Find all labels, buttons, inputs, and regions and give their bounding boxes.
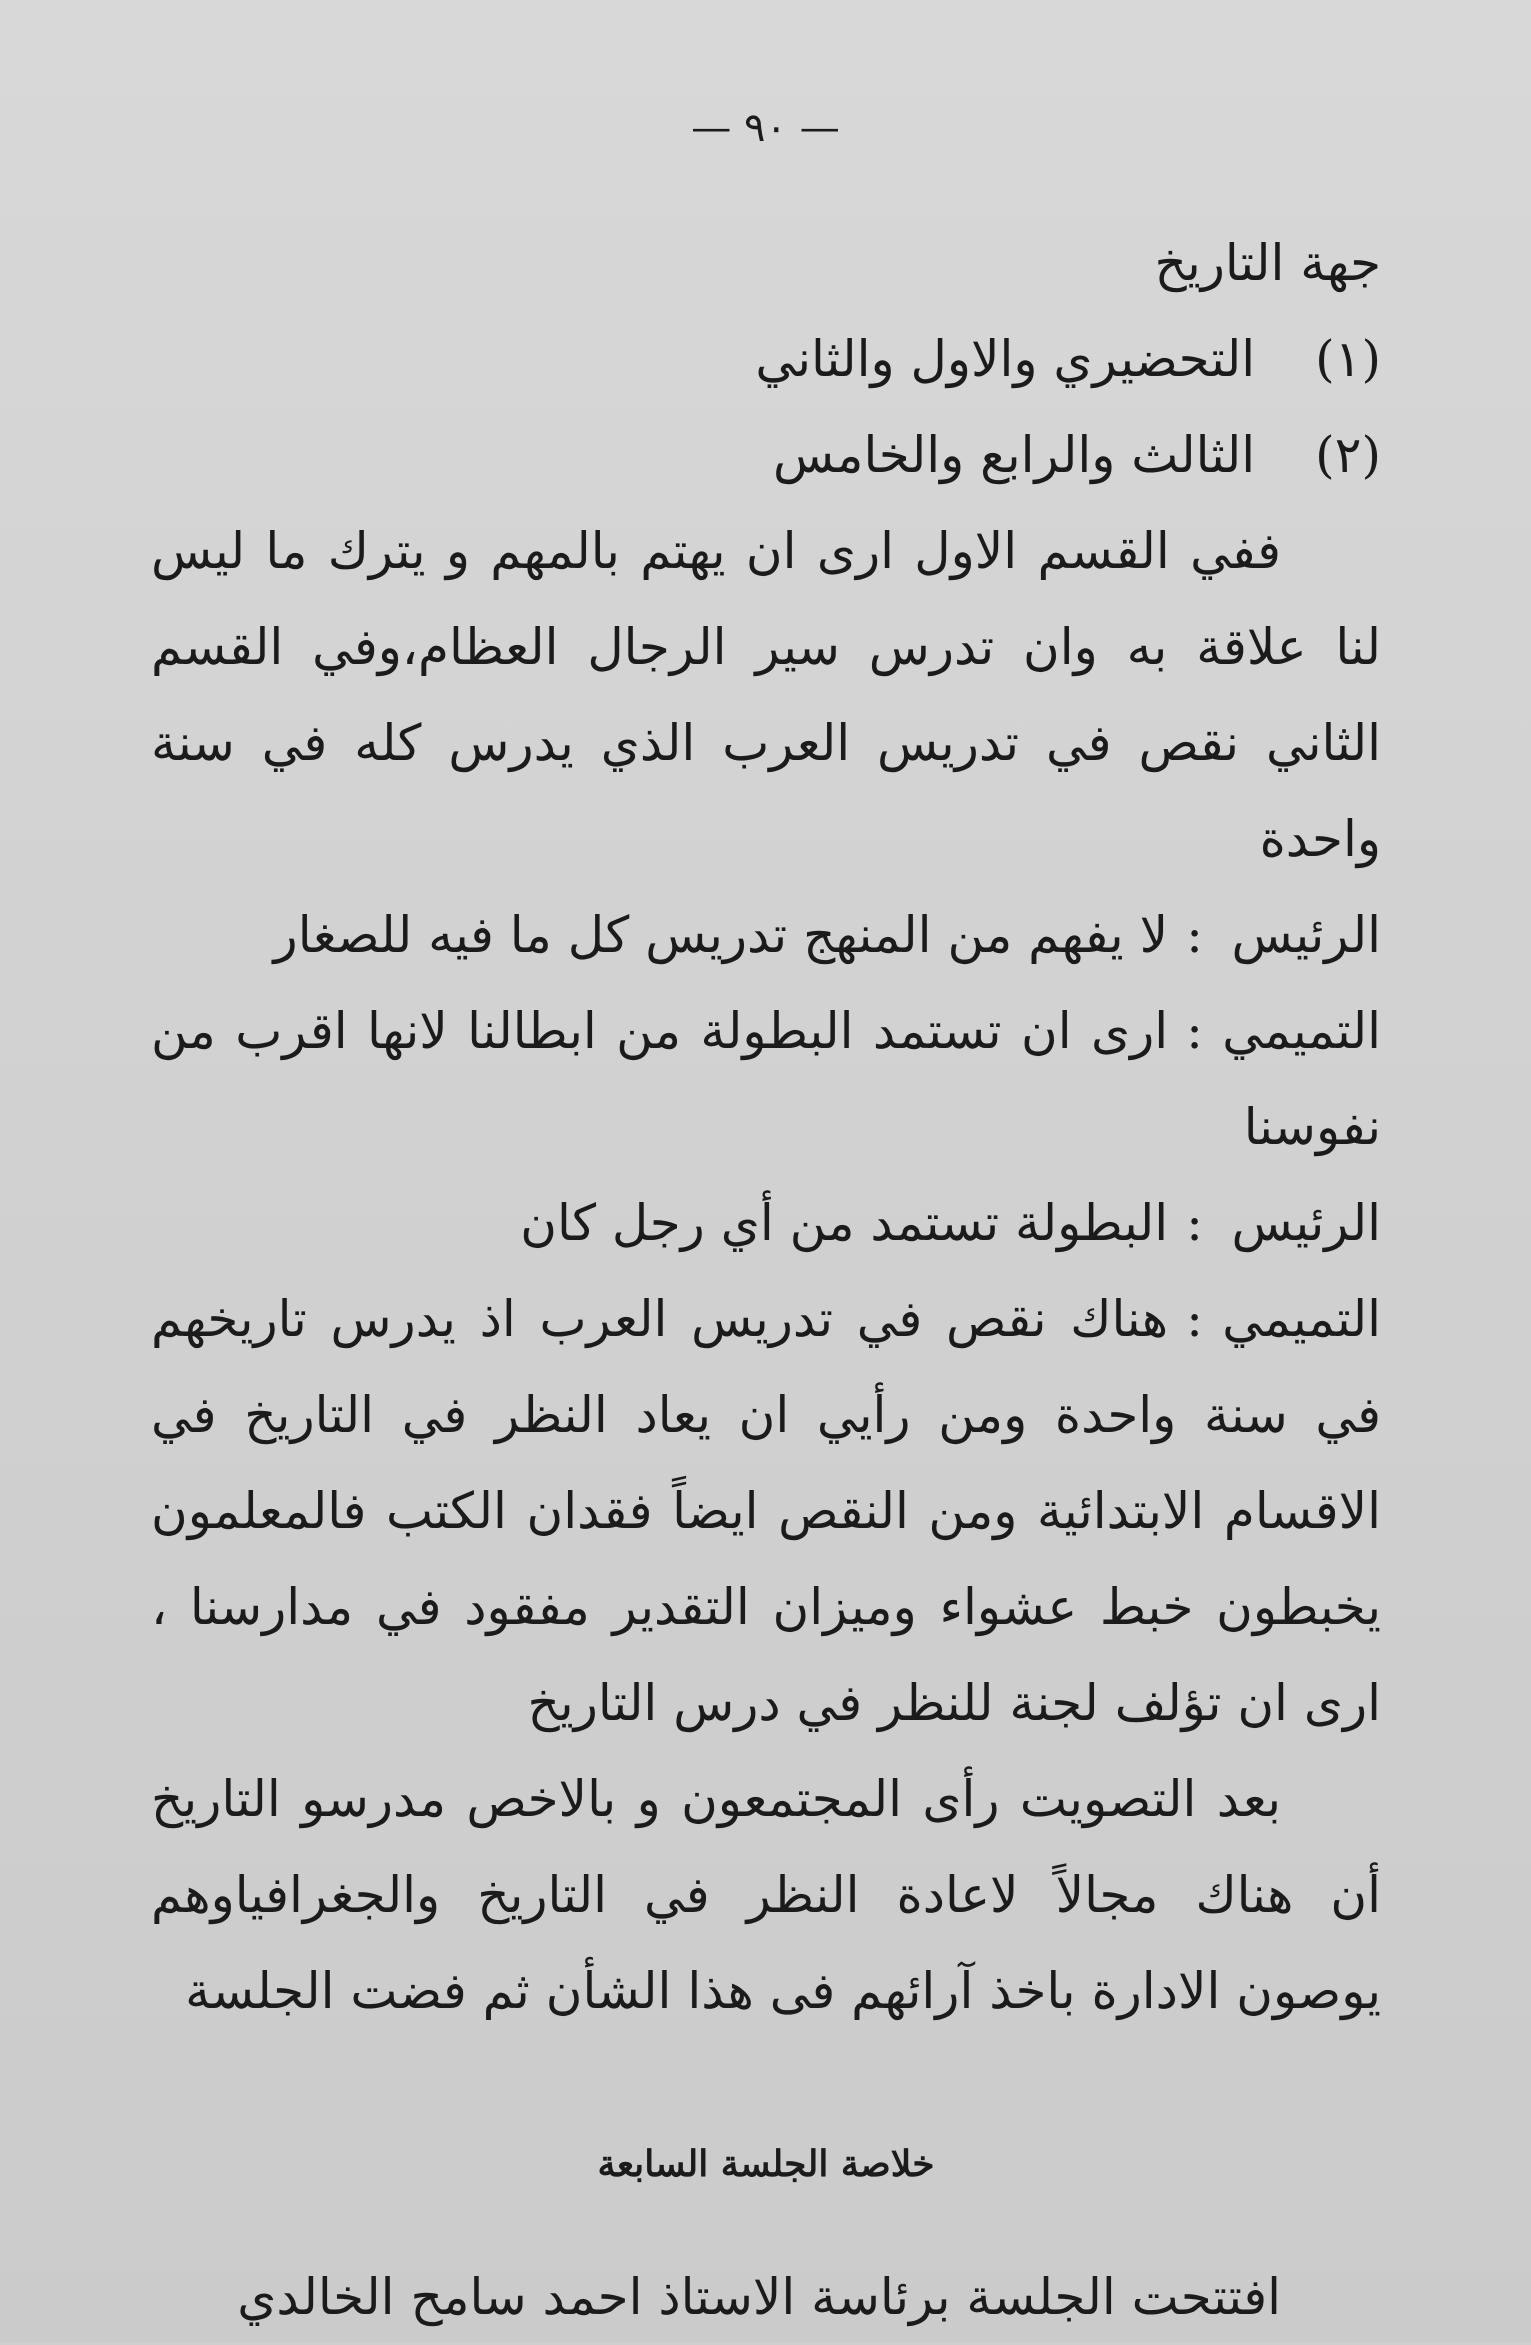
speaker-text: البطولة تستمد من أي رجل كان: [520, 1194, 1169, 1252]
list-item-number: (٢): [1315, 426, 1381, 484]
speaker-text: لا يفهم من المنهج تدريس كل ما فيه للصغار: [273, 906, 1169, 964]
list-item: [151, 311, 1381, 407]
list-item-text: الثالث والرابع والخامس: [772, 426, 1256, 484]
dialogue-line: التميمي:ارى ان تستمد البطولة من ابطالنا لانها اقرب من نفوسنا: [151, 983, 1381, 1175]
speaker-name: الرئيس: [1231, 1194, 1381, 1252]
speaker-text: ارى ان تستمد البطولة من ابطالنا لانها اقرب من نفوسنا: [151, 1002, 1381, 1156]
page-number: — ٩٠ —: [691, 105, 840, 151]
paragraph-first-section: ففي القسم الاول ارى ان يهتم بالمهم و يترك ما ليس لنا علاقة به وان تدرس سير الرجال العظام،وفي القسم الثاني نقص في تدريس العرب الذي يدرس كله في سنة واحدة: [151, 522, 1381, 868]
speaker-name: التميمي: [1222, 1290, 1381, 1348]
dialogue-line: الرئيس:لا يفهم من المنهج تدريس كل ما فيه للصغار: [151, 887, 1381, 983]
list-item-text: التحضيري والاول والثاني: [755, 330, 1256, 388]
list-item: [151, 407, 1381, 503]
section-title: جهة التاريخ: [1154, 234, 1381, 292]
speaker-name: التميمي: [1222, 1002, 1381, 1060]
speaker-name: الرئيس: [1231, 906, 1381, 964]
dialogue-line: التميمي:هناك نقص في تدريس العرب اذ يدرس تاريخهم في سنة واحدة ومن رأيي ان يعاد النظر في التاريخ في الاقسام الابتدائية ومن النقص ايضاً فقدان الكتب فالمعلمون يخبطون خبط عشواء وميزان التقدير مفقود في مدارسنا ، ارى ان تؤلف لجنة للنظر في درس التاريخ: [151, 1271, 1381, 1751]
list-item-number: (١): [1315, 330, 1381, 388]
session-heading: خلاصة الجلسة السابعة: [597, 2143, 935, 2185]
page-content: [151, 215, 1381, 2345]
paragraph-vote-result: بعد التصويت رأى المجتمعون و بالاخص مدرسو التاريخ أن هناك مجالاً لاعادة النظر في التاريخ والجغرافياوهم يوصون الادارة باخذ آرائهم فى هذا الشأن ثم فضت الجلسة: [151, 1770, 1381, 2020]
speaker-text: هناك نقص في تدريس العرب اذ يدرس تاريخهم في سنة واحدة ومن رأيي ان يعاد النظر في التاريخ في الاقسام الابتدائية ومن النقص ايضاً فقدان الكتب فالمعلمون يخبطون خبط عشواء وميزان التقدير مفقود في مدارسنا ، ارى ان تؤلف لجنة للنظر في درس التاريخ: [151, 1290, 1381, 1732]
dialogue-line: الرئيس:البطولة تستمد من أي رجل كان: [151, 1175, 1381, 1271]
session-opening: افتتحت الجلسة برئاسة الاستاذ احمد سامح الخالدي: [237, 2268, 1281, 2326]
